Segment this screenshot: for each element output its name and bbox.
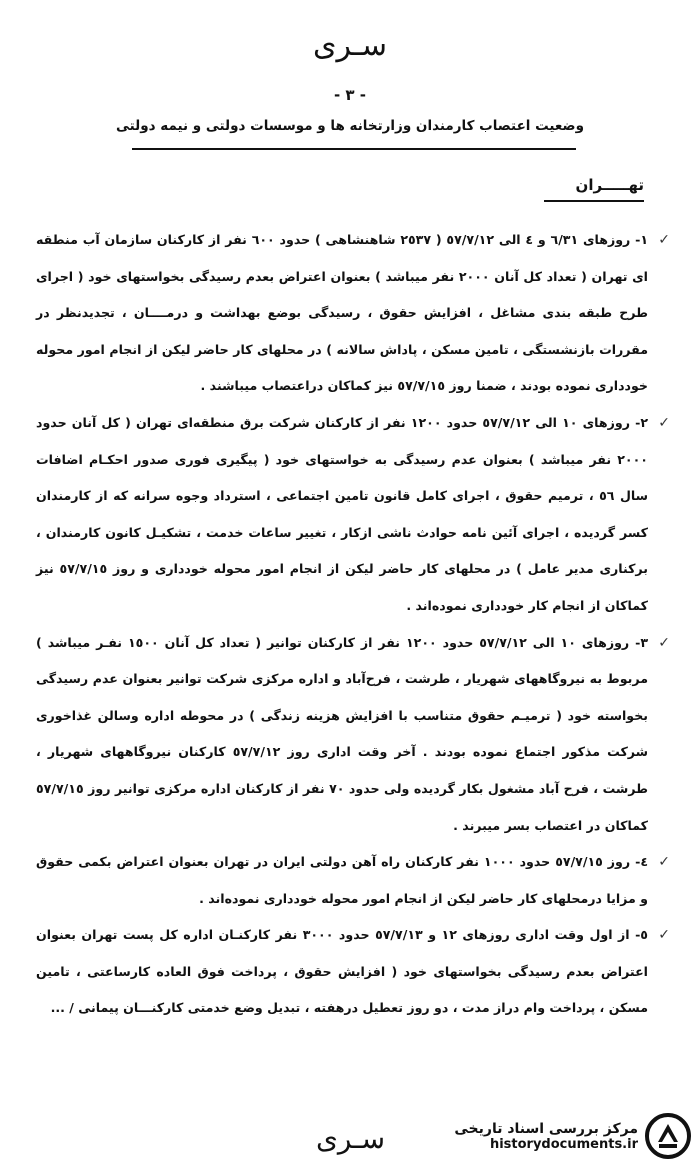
check-mark-icon: ✓ <box>658 232 670 248</box>
item-text: ٣- روزهای ١٠ الی ٥٧/٧/١٢ حدود ١٢٠٠ نفر از کارکنان توانیر ( تعداد کل آنان ١٥٠٠ نفـر میباشد ) مربوط به نیروگاههای شهریار ، طرشت ، فرح‌آباد و اداره مرکزی شرکت توانیر بعنوان عدم رسیدگی بخواسته خود ( ترمیـم حقوق متناسب با افزایش هزینه زندگی ) در محوطه اداره وسالن غذاخوری شرکت مذکور اجتماع نموده بودند . آخر وقت اداری روز ٥٧/٧/١٢ کارکنان نیروگاههای شهریار ، طرشت ، فرح آباد مشغول بکار گردیده ولی حدود ٧٠ نفر از کارکنان اداره مرکزی توانیر روز ٥٧/٧/١٥ کماکان در اعتصاب بسر میبرند . <box>36 634 649 833</box>
document-center-logo-icon <box>644 1112 692 1160</box>
list-item <box>36 844 670 917</box>
check-mark-icon: ✓ <box>658 854 670 871</box>
title-underline <box>132 148 576 150</box>
watermark <box>454 1112 692 1160</box>
classification-header: سـری <box>313 28 387 63</box>
check-mark-icon: ✓ <box>658 927 670 944</box>
document-title: وضعیت اعتصاب کارمندان وزارتخانه ها و موسسات دولتی و نیمه دولتی <box>116 118 584 134</box>
item-text: ١- روزهای ٦/٣١ و ٤ الی ٥٧/٧/١٢ ( ٢٥٣٧ شاهنشاهی ) حدود ٦٠٠ نفر از کارکنان سازمان آب منطقه ای تهران ( تعداد کل آنان ٢٠٠٠ نفر میباشد ) بعنوان اعتراض بعدم رسیدگی بخواستهای خود ( اجرای طرح طبقه بندی مشاغل ، افزایش حقوق ، رسیدگی بوضع بهداشت و درمــــان ، تجدیدنظر در مقررات بازنشستگی ، تامین مسکن ، پاداش سالانه ) در محلهای کار حاضر لیکن از انجام امور محوله خودداری نموده بودند ، ضمنا روز ٥٧/٧/١٥ نیز کماکان دراعتصاب میباشند . <box>36 232 649 394</box>
list-item <box>36 625 670 845</box>
item-text: ٢- روزهای ١٠ الی ٥٧/٧/١٢ حدود ١٢٠٠ نفر از کارکنان شرکت برق منطقه‌ای تهران ( کل آنان حدود ٢٠٠٠ نفر میباشد ) بعنوان عدم رسیدگی به خواستهای خود ( پیگیری فوری صدور احکـام اضافات سال ٥٦ ، ترمیم حقوق ، اجرای کامل قانون تامین اجتماعی ، استرداد وجوه سرانه که از کارمندان کسر گردیده ، اجرای آئین نامه حوادث ناشی ازکار ، تغییر ساعات خدمت ، تشکیـل کانون کارمندان ، برکناری مدیر عامل ) در محلهای کار حاضر لیکن از انجام امور محوله خودداری و روز ٥٧/٧/١٥ نیز کماکان از انجام کار خودداری نموده‌اند . <box>36 414 648 613</box>
classification-footer: سـری <box>316 1122 386 1155</box>
watermark-org-name: مرکز بررسی اسناد تاریخی <box>454 1120 638 1137</box>
list-item <box>36 917 670 1027</box>
list-item <box>36 405 670 625</box>
item-text: ٤- روز ٥٧/٧/١٥ حدود ١٠٠٠ نفر کارکنان راه آهن دولتی ایران در تهران بعنوان اعتراض بکمی حقوق و مزایا درمحلهای کار حاضر لیکن از انجام امور محوله خودداری نموده‌اند . <box>36 854 649 906</box>
document-body <box>36 222 670 1027</box>
item-text: ٥- از اول وقت اداری روزهای ١٢ و ٥٧/٧/١٣ حدود ٣٠٠٠ نفر کارکنـان اداره کل پست تهران بعنوان اعتراض بعدم رسیدگی بخواستهای خود ( افزایش حقوق ، پرداخت فوق العاده کارساعتی ، تامین مسکن ، پرداخت وام دراز مدت ، دو روز تعطیل درهفته ، تبدیل وضع خدمتی کارکنـــان پیمانی / ... <box>36 927 648 1016</box>
check-mark-icon: ✓ <box>658 634 670 651</box>
page-number: - ٣ - <box>333 86 367 104</box>
watermark-text <box>454 1121 638 1152</box>
list-item <box>36 222 670 405</box>
section-heading: تهـــــران <box>544 176 644 202</box>
watermark-url: historydocuments.ir <box>489 1136 638 1152</box>
check-mark-icon: ✓ <box>658 414 670 431</box>
